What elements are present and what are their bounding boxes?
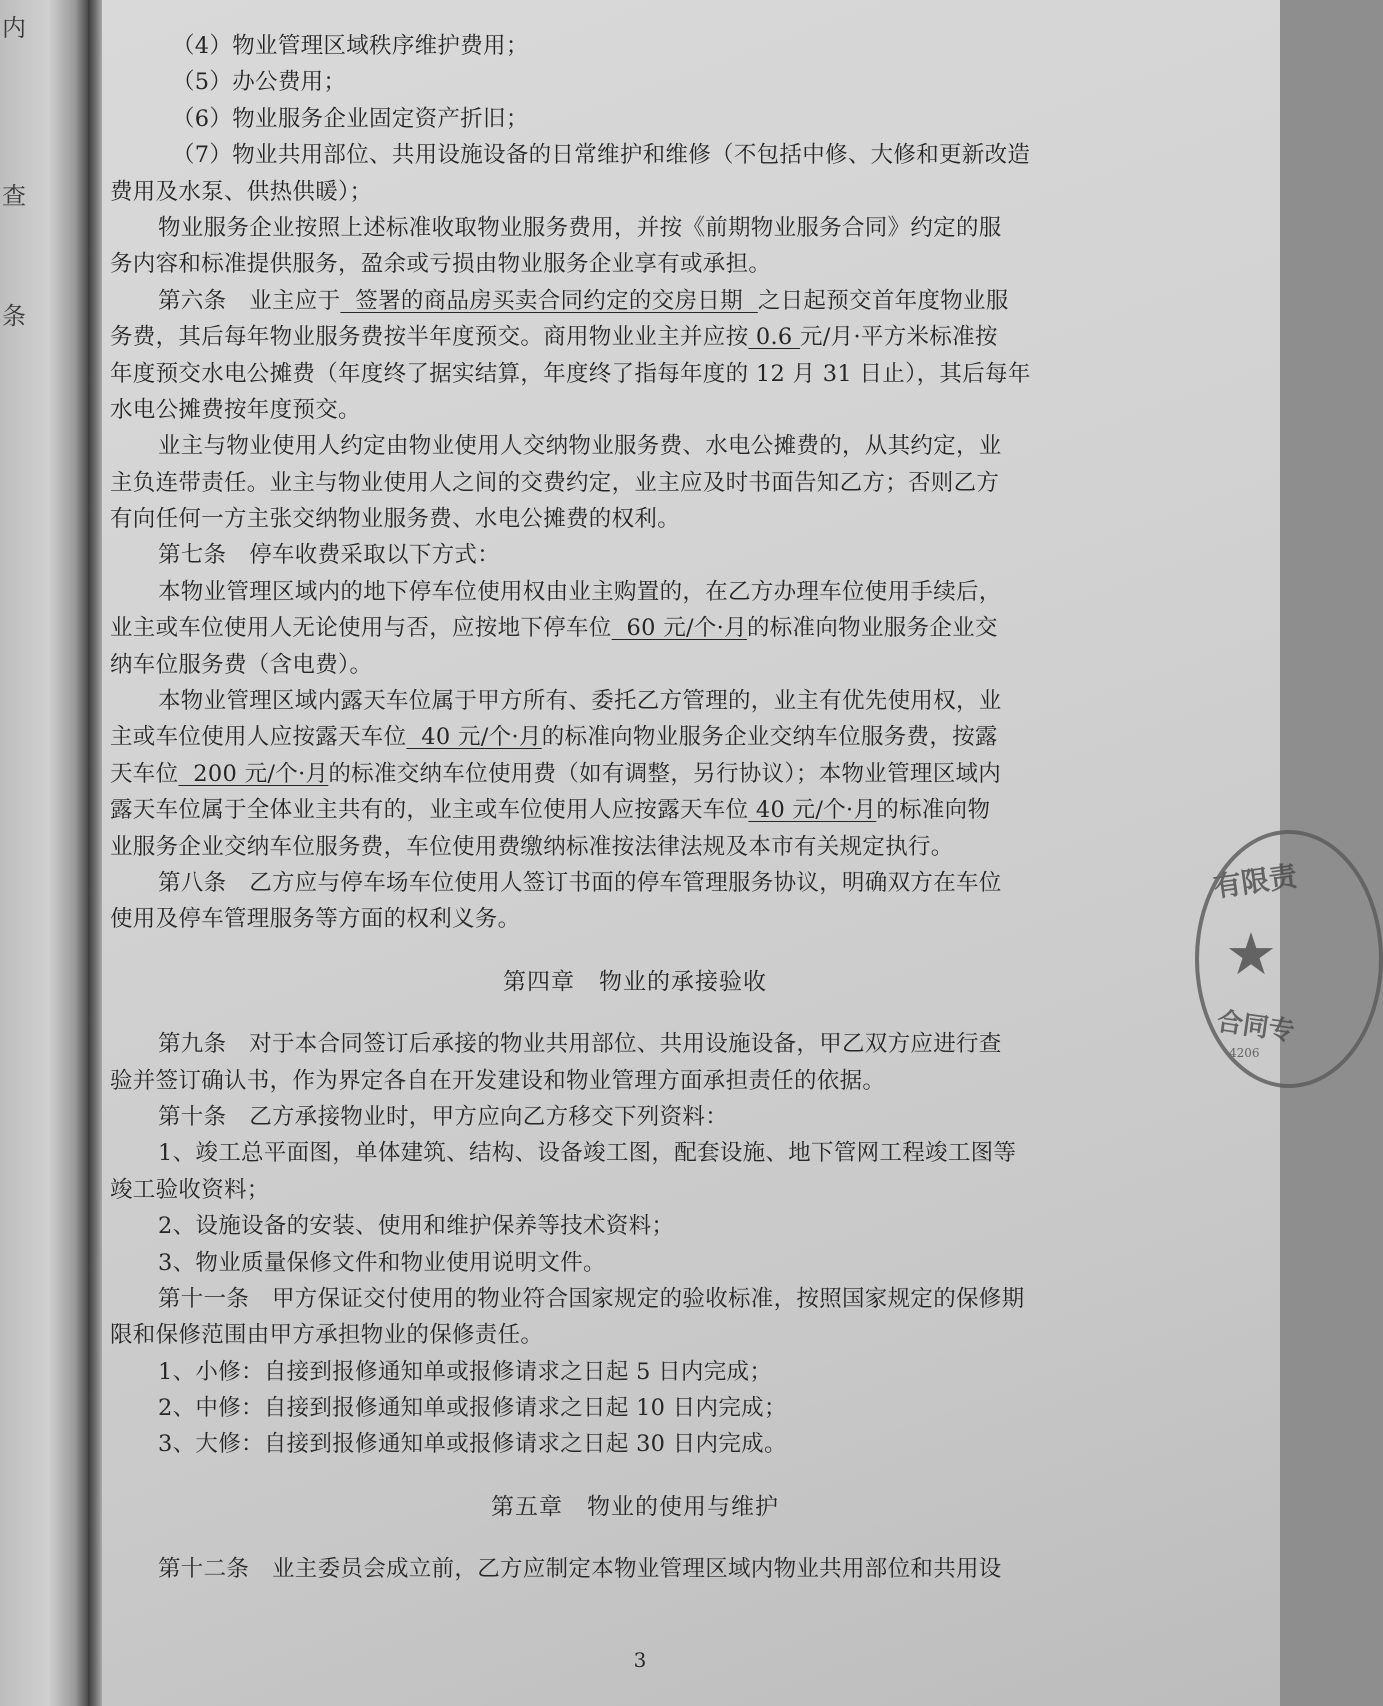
text-segment: 的标准交纳车位使用费（如有调整，另行协议）；本物业管理区域内	[328, 760, 1002, 787]
text-line	[110, 647, 1160, 683]
seal-text-bottom: 合同专	[1214, 1006, 1297, 1048]
text-segment: （5）办公费用；	[172, 69, 347, 96]
text-line	[110, 1208, 1160, 1244]
text-line	[110, 574, 1160, 610]
text-line	[110, 64, 1160, 100]
text-segment: 有向任何一方主张交纳物业服务费、水电公摊费的权利。	[110, 506, 681, 533]
text-segment: 第十条 乙方承接物业时，甲方应向乙方移交下列资料：	[158, 1103, 729, 1130]
company-seal	[1195, 830, 1383, 1088]
text-segment: （7）物业共用部位、共用设施设备的日常维护和维修（不包括中修、大修和更新改造	[172, 142, 1031, 169]
text-line	[110, 865, 1160, 901]
text-segment: 业主与物业使用人约定由物业使用人交纳物业服务费、水电公摊费的，从其约定，业	[158, 433, 1002, 460]
text-segment: 第六条 业主应于	[158, 287, 341, 314]
text-line	[110, 501, 1160, 537]
text-segment: 1、小修：自接到报修通知单或报修请求之日起 5 日内完成；	[158, 1358, 773, 1385]
chapter-heading: 第五章 物业的使用与维护	[491, 1493, 779, 1520]
text-line	[110, 28, 1160, 64]
text-segment: 露天车位属于全体业主共有的，业主或车位使用人应按露天车位	[110, 797, 749, 824]
left-page-fragment: 条	[2, 302, 26, 330]
text-segment: 本物业管理区域内露天车位属于甲方所有、委托乙方管理的，业主有优先使用权，业	[158, 688, 1002, 715]
text-segment: 业服务企业交纳车位服务费，车位使用费缴纳标准按法律法规及本市有关规定执行。	[110, 833, 954, 860]
star-icon: ★	[1225, 920, 1277, 988]
text-line	[110, 901, 1160, 937]
text-segment: 1、竣工总平面图，单体建筑、结构、设备竣工图，配套设施、地下管网工程竣工图等	[158, 1140, 1017, 1167]
text-line	[110, 465, 1160, 501]
seal-text-top: 有限责	[1211, 859, 1300, 904]
text-segment: 务内容和标准提供服务，盈余或亏损由物业服务企业享有或承担。	[110, 251, 772, 278]
text-segment: 2、设施设备的安装、使用和维护保养等技术资料；	[158, 1213, 675, 1240]
text-line	[110, 1426, 1160, 1462]
text-segment: 主或车位使用人应按露天车位	[110, 724, 407, 751]
filled-blank: 0.6	[748, 324, 800, 351]
text-line	[110, 283, 1160, 319]
text-segment: 水电公摊费按年度预交。	[110, 396, 361, 423]
text-segment: 元/月·平方米标准按	[800, 324, 998, 351]
book-spine	[88, 0, 102, 1706]
text-line	[110, 756, 1160, 792]
text-segment: 主负连带责任。业主与物业使用人之间的交费约定，业主应及时书面告知乙方；否则乙方	[110, 469, 1000, 496]
text-line	[110, 1390, 1160, 1426]
text-segment: （6）物业服务企业固定资产折旧；	[172, 105, 529, 132]
text-line	[110, 1317, 1160, 1353]
filled-blank: 60 元/个·月	[611, 615, 747, 642]
text-line	[110, 174, 1160, 210]
text-segment: 使用及停车管理服务等方面的权利义务。	[110, 906, 521, 933]
text-line	[110, 1281, 1160, 1317]
text-line	[110, 101, 1160, 137]
text-segment: 3、物业质量保修文件和物业使用说明文件。	[158, 1249, 606, 1276]
text-line	[110, 1135, 1160, 1171]
text-line	[110, 137, 1160, 173]
text-line	[110, 610, 1160, 646]
text-line	[110, 1354, 1160, 1390]
left-page-fragment: 查	[2, 182, 26, 210]
left-page-fragment: 内	[2, 14, 26, 42]
text-line	[110, 356, 1160, 392]
text-segment: 天车位	[110, 760, 179, 787]
text-segment: 的标准向物	[876, 797, 991, 824]
text-segment: 第九条 对于本合同签订后承接的物业共用部位、共用设施设备，甲乙双方应进行查	[158, 1031, 1002, 1058]
text-line	[110, 792, 1160, 828]
text-line	[110, 537, 1160, 573]
text-segment: 业主或车位使用人无论使用与否，应按地下停车位	[110, 615, 612, 642]
text-line	[110, 829, 1160, 865]
text-segment: 年度预交水电公摊费（年度终了据实结算，年度终了指每年度的 12 月 31 日止），其后每年	[110, 360, 1031, 387]
text-line	[110, 1063, 1160, 1099]
text-segment: 第八条 乙方应与停车场车位使用人签订书面的停车管理服务协议，明确双方在车位	[158, 869, 1002, 896]
text-segment: 本物业管理区域内的地下停车位使用权由业主购置的，在乙方办理车位使用手续后，	[158, 578, 1002, 605]
chapter-heading: 第四章 物业的承接验收	[503, 968, 767, 995]
text-line	[110, 428, 1160, 464]
text-segment: 限和保修范围由甲方承担物业的保修责任。	[110, 1322, 544, 1349]
left-page-edge	[0, 0, 88, 1706]
text-line	[110, 246, 1160, 282]
text-line	[110, 1245, 1160, 1281]
text-segment: 第十二条 业主委员会成立前，乙方应制定本物业管理区域内物业共用部位和共用设	[158, 1556, 1002, 1583]
text-line	[110, 392, 1160, 428]
document-body	[110, 28, 1160, 1588]
text-line	[110, 319, 1160, 355]
text-segment: 之日起预交首年度物业服	[757, 287, 1009, 314]
text-segment: 第七条 停车收费采取以下方式：	[158, 542, 501, 569]
filled-blank: 签署的商品房买卖合同约定的交房日期	[340, 287, 758, 314]
text-line	[110, 1551, 1160, 1587]
text-segment: 的标准向物业服务企业交纳车位服务费，按露	[541, 724, 998, 751]
page-number: 3	[633, 1648, 647, 1672]
text-line	[110, 1026, 1160, 1062]
text-segment: 竣工验收资料；	[110, 1176, 270, 1203]
text-segment: 物业服务企业按照上述标准收取物业服务费用，并按《前期物业服务合同》约定的服	[158, 214, 1002, 241]
text-line	[110, 210, 1160, 246]
text-segment: （4）物业管理区域秩序维护费用；	[172, 33, 529, 59]
text-line	[110, 683, 1160, 719]
text-segment: 务费，其后每年物业服务费按半年度预交。商用物业业主并应按	[110, 324, 749, 351]
seal-code: 4206	[1229, 1046, 1260, 1060]
text-segment: 3、大修：自接到报修通知单或报修请求之日起 30 日内完成。	[158, 1431, 787, 1458]
text-segment: 2、中修：自接到报修通知单或报修请求之日起 10 日内完成；	[158, 1395, 787, 1422]
text-segment: 纳车位服务费（含电费）。	[110, 651, 373, 678]
text-line	[110, 1099, 1160, 1135]
filled-blank: 200 元/个·月	[178, 760, 329, 787]
text-segment: 第十一条 甲方保证交付使用的物业符合国家规定的验收标准，按照国家规定的保修期	[158, 1285, 1025, 1312]
text-segment: 的标准向物业服务企业交	[746, 615, 998, 642]
text-segment: 费用及水泵、供热供暖）；	[110, 178, 373, 205]
text-line	[110, 1172, 1160, 1208]
text-segment: 验并签订确认书，作为界定各自在开发建设和物业管理方面承担责任的依据。	[110, 1067, 886, 1094]
filled-blank: 40 元/个·月	[406, 724, 542, 751]
text-line	[110, 719, 1160, 755]
filled-blank: 40 元/个·月	[748, 797, 877, 824]
